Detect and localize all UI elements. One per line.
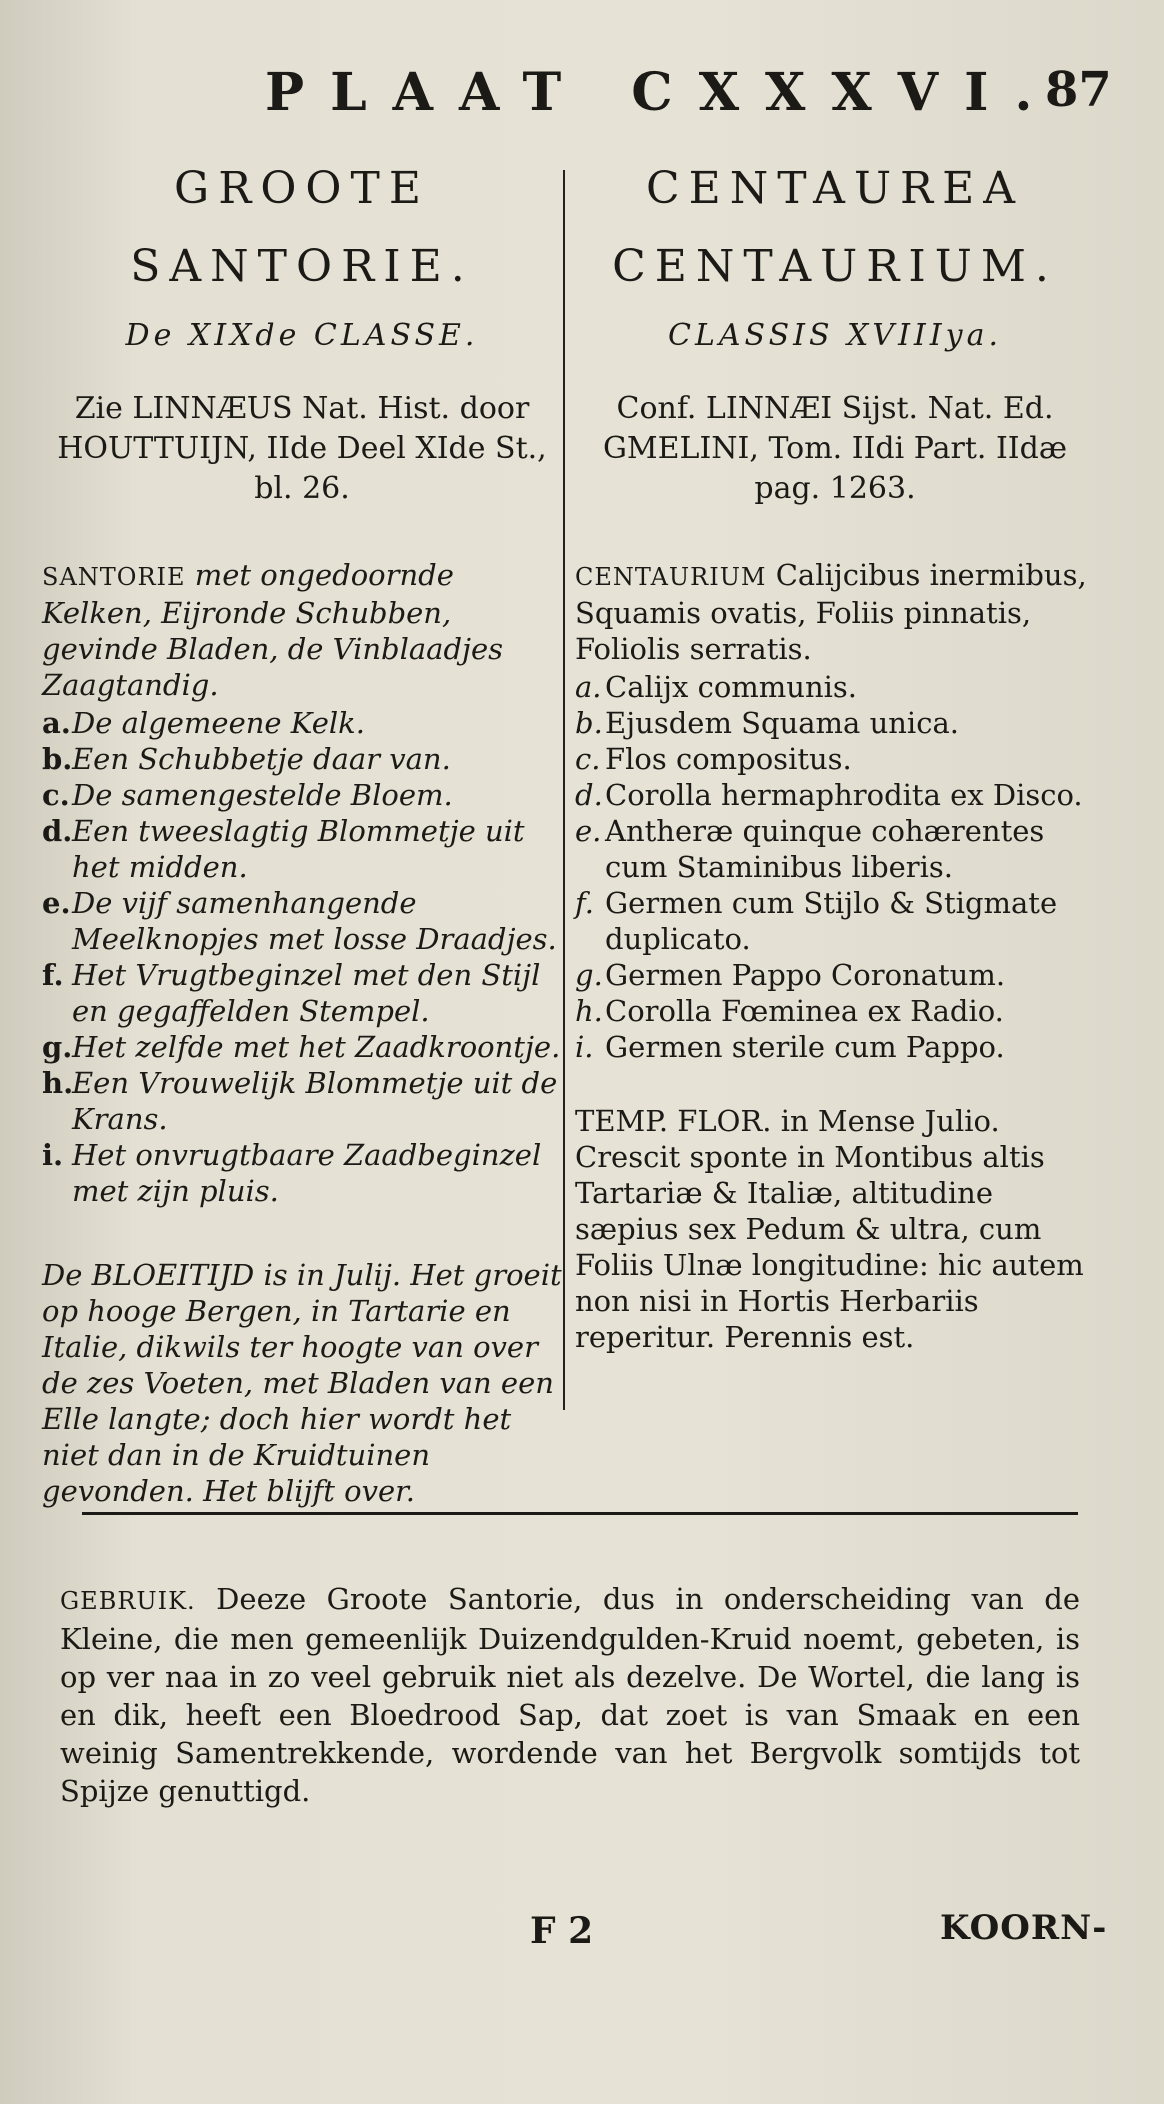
item-letter: f. <box>575 886 594 920</box>
dutch-item-list <box>42 705 562 1209</box>
item-letter: g. <box>575 958 603 992</box>
latin-name-line-1: CENTAUREA <box>645 163 1025 214</box>
horizontal-rule <box>82 1512 1078 1515</box>
list-item <box>42 1029 562 1065</box>
list-item <box>575 705 1095 741</box>
item-text: De samengestelde Bloem. <box>72 778 453 812</box>
latin-class-line: CLASSIS XVIIIya. <box>668 318 1002 353</box>
column-divider <box>563 170 565 1410</box>
list-item <box>42 777 562 813</box>
page-header <box>0 62 1164 132</box>
latin-column <box>575 150 1095 1355</box>
item-text: Het Vrugtbeginzel met den Stijl en gegaffelden Stempel. <box>72 958 541 1028</box>
item-letter: g. <box>42 1030 73 1064</box>
item-text: Germen sterile cum Pappo. <box>605 1030 1005 1064</box>
item-letter: i. <box>42 1138 64 1172</box>
latin-description-text: Calijcibus inermibus, Squamis ovatis, Foliis pinnatis, Foliolis serratis. <box>575 558 1087 666</box>
item-text: Germen Pappo Coronatum. <box>605 958 1006 992</box>
latin-name-line-2: CENTAURIUM. <box>612 241 1058 292</box>
list-item <box>42 885 562 957</box>
item-text: Een Schubbetje daar van. <box>72 742 451 776</box>
page-number: 87 <box>1045 62 1112 118</box>
list-item <box>575 813 1095 885</box>
list-item <box>42 1065 562 1137</box>
item-letter: a. <box>42 706 71 740</box>
latin-description <box>575 557 1095 667</box>
item-text: Antheræ quinque cohærentes cum Staminibus liberis. <box>605 814 1045 884</box>
item-text: Flos compositus. <box>605 742 852 776</box>
list-item <box>42 1137 562 1209</box>
usage-paragraph <box>60 1580 1080 1810</box>
dutch-column <box>42 150 562 1509</box>
item-text: De algemeene Kelk. <box>72 706 365 740</box>
item-letter: c. <box>42 778 70 812</box>
item-text: Corolla Fœminea ex Radio. <box>605 994 1004 1028</box>
list-item <box>42 957 562 1029</box>
item-text: Een Vrouwelijk Blommetje uit de Krans. <box>72 1066 558 1136</box>
item-letter: b. <box>575 706 603 740</box>
item-text: Het onvrugtbaare Zaadbeginzel met zijn pluis. <box>72 1138 542 1208</box>
usage-text: Deeze Groote Santorie, dus in onderscheiding van de Kleine, die men gemeenlijk Duizendgulden-Kruid noemt, gebeten, is op ver naa in zo veel gebruik niet als dezelve. De Wortel, die lang is en dik, heeft een Bloedrood Sap, dat zoet is van Smaak en een weinig Samentrekkende, wordende van het Bergvolk somtijds tot Spijze genuttigd. <box>60 1582 1081 1808</box>
signature-mark: F 2 <box>530 1910 594 1952</box>
dutch-description-text: met ongedoornde Kelken, Eijronde Schubben, gevinde Bladen, de Vinblaadjes Zaagtandig. <box>42 558 504 702</box>
latin-description-lead: CENTAURIUM <box>575 563 767 591</box>
latin-reference: Conf. LINNÆI Sijst. Nat. Ed. GMELINI, Tom. IIdi Part. IIdæ pag. 1263. <box>602 391 1068 506</box>
item-text: Germen cum Stijlo & Stigmate duplicato. <box>605 886 1058 956</box>
dutch-name-line-2: SANTORIE. <box>130 241 474 292</box>
latin-flowering-text: TEMP. FLOR. in Mense Julio. Crescit sponte in Montibus altis Tartariæ & Italiæ, altitudine sæpius sex Pedum & ultra, cum Foliis Ulnæ longitudine: hic autem non nisi in Hortis Herbariis reperitur. Perennis est. <box>575 1104 1084 1354</box>
latin-item-list <box>575 669 1095 1065</box>
plate-title: PLAAT CXXXVI. <box>265 62 1059 123</box>
list-item <box>575 777 1095 813</box>
dutch-class-line: De XIXde CLASSE. <box>125 318 479 353</box>
item-text: Calijx communis. <box>605 670 858 704</box>
item-letter: f. <box>42 958 64 992</box>
list-item <box>42 813 562 885</box>
dutch-reference: Zie LINNÆUS Nat. Hist. door HOUTTUIJN, IIde Deel XIde St., bl. 26. <box>57 391 547 506</box>
list-item <box>575 957 1095 993</box>
list-item <box>575 1029 1095 1065</box>
catchword: KOORN- <box>940 1908 1108 1948</box>
usage-lead: GEBRUIK. <box>60 1587 196 1615</box>
list-item <box>42 741 562 777</box>
item-letter: d. <box>575 778 603 812</box>
item-text: Een tweeslagtig Blommetje uit het midden. <box>72 814 525 884</box>
item-text: Corolla hermaphrodita ex Disco. <box>605 778 1083 812</box>
list-item <box>42 705 562 741</box>
item-letter: i. <box>575 1030 594 1064</box>
item-letter: b. <box>42 742 73 776</box>
item-text: De vijf samenhangende Meelknopjes met losse Draadjes. <box>72 886 557 956</box>
list-item <box>575 741 1095 777</box>
dutch-flowering-text: De BLOEITIJD is in Julij. Het groeit op hooge Bergen, in Tartarie en Italie, dikwils ter hoogte van over de zes Voeten, met Bladen van een Elle langte; doch hier wordt het niet dan in de Kruidtuinen gevonden. Het blijft over. <box>42 1258 562 1508</box>
item-letter: c. <box>575 742 601 776</box>
dutch-description-lead: SANTORIE <box>42 563 186 591</box>
dutch-description <box>42 557 562 703</box>
item-letter: d. <box>42 814 73 848</box>
list-item <box>575 885 1095 957</box>
list-item <box>575 669 1095 705</box>
list-item <box>575 993 1095 1029</box>
item-letter: a. <box>575 670 602 704</box>
item-text: Ejusdem Squama unica. <box>605 706 959 740</box>
dutch-name-line-1: GROOTE <box>174 163 430 214</box>
item-letter: h. <box>42 1066 74 1100</box>
item-letter: e. <box>575 814 602 848</box>
item-letter: h. <box>575 994 603 1028</box>
item-text: Het zelfde met het Zaadkroontje. <box>72 1030 561 1064</box>
item-letter: e. <box>42 886 71 920</box>
